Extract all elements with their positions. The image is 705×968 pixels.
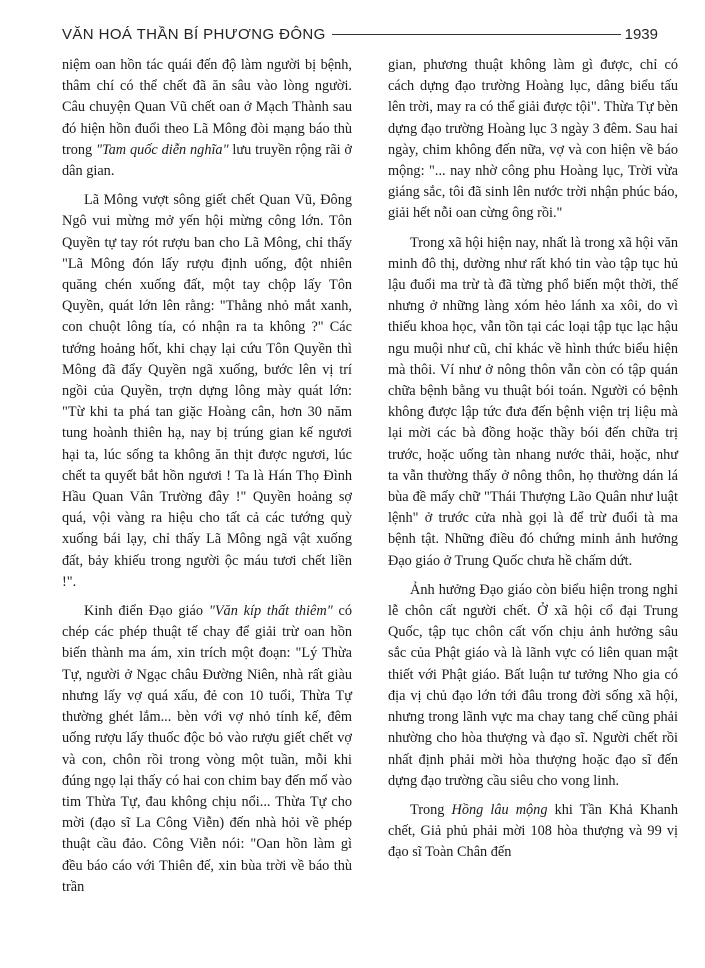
paragraph: gian, phương thuật không làm gì được, chỉ có cách dựng đạo trường Hoàng lục, dâng biểu tấu lên trời, may ra có thể giải được tội". Thừa Tự bèn dựng đạo trường Hoàng lục 3 ngày 3 đêm. Sau hai ngày, chim không đến nữa, vợ và con hiện về báo mộng: "... nay nhờ công phu Hoàng lục, Trời vừa giáng sắc, tôi đã sinh lên nước trời nhận phúc báo, giải hết nỗi oan cừng ông rồi." <box>388 57 678 222</box>
running-header <box>62 22 658 46</box>
paragraph: Lã Mông vượt sông giết chết Quan Vũ, Đông Ngô vui mừng mở yến hội mừng công lớn. Tôn Quyền tự tay rót rượu ban cho Lã Mông, chỉ thấy "Lã Mông đón lấy rượu định uống, đột nhiên quăng chén xuống đất, một tay chộp lấy Tôn Quyền, quát lớn lên rằng: "Thằng nhỏ mắt xanh, con chuột lông tía, có nhận ra ta không ?" Các tướng hoảng hốt, khi chạy lại cứu Tôn Quyền thì Mông đã đẩy Quyền ngã xuống, bước lên vị trí ngồi của Quyền, trợn dựng lông mày quát lớn: "Từ khi ta phá tan giặc Hoàng cân, hơn 30 năm tung hoành thiên hạ, nay bị trúng gian kế ngươi hại ta, lúc sống ta không ăn thịt được ngươi, lúc chết ta quyết bắt hồn ngươi ! Ta là Hán Thọ Đình Hầu Quan Vân Trường đây !" Quyền hoảng sợ quá, vội vàng ra hiệu cho tất cả các tướng quỳ xuống bái lạy, chỉ thấy Lã Mông ngã vật xuống đất, bảy khiếu trong người ộc máu tươi chết liền !". <box>62 192 352 590</box>
left-column <box>62 55 352 898</box>
paragraph <box>62 55 352 182</box>
page-number: 1939 <box>624 25 658 43</box>
paragraph <box>388 800 678 864</box>
paragraph-text: Trong <box>410 801 452 818</box>
running-title: VĂN HOÁ THẦN BÍ PHƯƠNG ĐÔNG <box>62 25 326 43</box>
paragraph-text: Kinh điển Đạo giáo <box>84 603 209 620</box>
book-title: Hồng lâu mộng <box>451 801 548 818</box>
paragraph: Trong xã hội hiện nay, nhất là trong xã hội văn minh đô thị, dường như rất khó tin vào tập tục hủ lậu đuổi ma trừ tà đã từng phổ biến một thời, thế nhưng ở những làng xóm hẻo lánh xa xôi, do vì thiếu khoa học, vẫn tồn tại các loại tập tục lạc hậu ngu muội như cũ, chỉ khác về hình thức biểu hiện mà thôi. Ví như ở nông thôn vẫn còn có tập quán chữa bệnh bằng vu thuật bói toán. Người có bệnh không được lập tức đưa đến bệnh viện trị liệu mà lại mời các bà đồng hoặc thầy bói đến chữa trị trước, hoặc uống tàn nhang nước thải, hoặc, như ta vẫn thường thấy ở nông thôn, họ thường dán lá bùa đề mấy chữ "Thái Thượng Lão Quân như luật lệnh" ở trước cửa nhà gọi là để trừ đuổi tà ma bệnh tật. Những điều đó chứng minh ảnh hưởng Đạo giáo ở Trung Quốc chưa hề chấm dứt. <box>388 234 678 569</box>
paragraph <box>62 601 352 898</box>
book-title: "Văn kíp thất thiêm" <box>208 603 333 620</box>
paragraph: Ảnh hưởng Đạo giáo còn biểu hiện trong nghi lễ chôn cất người chết. Ở xã hội cổ đại Trung Quốc, tập tục chôn cất vốn chịu ảnh hưởng sâu sắc của Phật giáo và là lãnh vực có liên quan mật thiết với Phật giáo. Bất luận tư tưởng Nho gia có địa vị chủ đạo lớn tới đâu trong đời sống xã hội, nhưng trong lãnh vực ma chay tang chế cũng phải nhường cho hòa thượng và đạo sĩ. Người chết rồi nhất định phải mời hòa thượng hoặc đạo sĩ đến dựng đạo trường cầu siêu cho vong linh. <box>388 581 678 789</box>
paragraph-text: có chép các phép thuật tế chay để giải trừ oan hồn biến thành ma ám, xin trích một đoạn: "Lý Thừa Tự, người ở Ngạc châu Đường Niên, nhà rất giàu nhưng lấy vợ quá xấu, đẻ con 10 tuổi, Thừa Tự thường ghét lắm... bèn với vợ nhỏ tính kế, đêm uống rượu lấy thuốc độc bỏ vào rượu giết chết vợ và con, chôn rồi trong vòng một tuần, mỗi khi đúng ngọ lại thấy có hai con chim bay đến mổ vào tim Thừa Tự, đau không chịu nổi... Thừa Tự cho mời (đạo sĩ La Công Viễn) đến nhà hỏi về phép thuật cầu đảo. Công Viễn nói: "Oan hồn làm gì đều báo cáo với Thiên đế, xin bùa trời về báo thù trần <box>62 603 352 895</box>
paragraph-text: lưu truyền rộng rãi ở dân gian. <box>62 141 352 180</box>
right-column <box>388 55 678 864</box>
paragraph-text: khi Tần Khả Khanh chết, Giả phủ phải mời 108 hòa thượng và 99 vị đạo sĩ Toàn Chân đến <box>388 801 678 861</box>
book-title: "Tam quốc diễn nghĩa" <box>96 141 229 158</box>
paragraph-text: niệm oan hồn tác quái đến độ làm người bị bệnh, thâm chí có thể chết đã ăn sâu vào lòng người. Câu chuyện Quan Vũ chết oan ở Mạch Thành sau đó hiện hồn đuổi theo Lã Mông đòi mạng báo thù trong <box>62 57 352 158</box>
header-rule <box>332 34 621 35</box>
